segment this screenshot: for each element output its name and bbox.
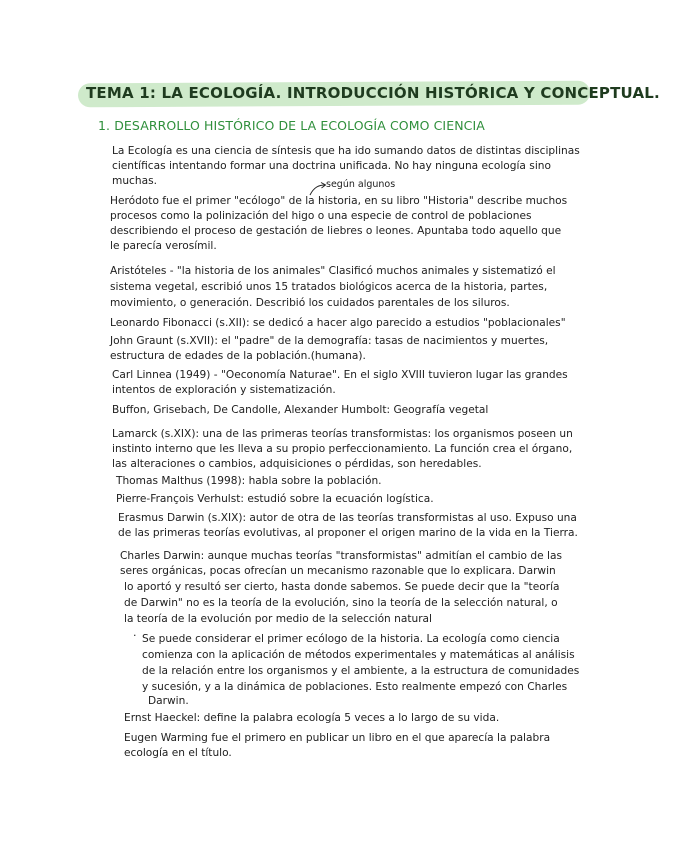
text-line: Buffon, Grisebach, De Candolle, Alexander Humbolt: Geografía vegetal xyxy=(112,404,489,416)
text-line: seres orgánicas, pocas ofrecían un mecanismo razonable que lo explicara. Darwin xyxy=(120,565,556,577)
text-line: Heródoto fue el primer "ecólogo" de la historia, en su libro "Historia" describe muchos xyxy=(110,195,568,207)
text-line: Pierre-François Verhulst: estudió sobre la ecuación logística. xyxy=(116,493,434,505)
bullet-dot-icon: · xyxy=(133,629,137,642)
text-line: estructura de edades de la población.(humana). xyxy=(110,350,366,362)
text-line: La Ecología es una ciencia de síntesis que ha ido sumando datos de distintas disciplinas xyxy=(112,145,580,157)
text-line: instinto interno que les lleva a su propio perfeccionamiento. La función crea el órgano, xyxy=(112,443,573,455)
text-line: Eugen Warming fue el primero en publicar un libro en el que aparecía la palabra xyxy=(124,732,551,744)
text-line: Leonardo Fibonacci (s.XII): se dedicó a hacer algo parecido a estudios "poblacionales" xyxy=(110,317,566,329)
text-line: Lamarck (s.XIX): una de las primeras teorías transformistas: los organismos poseen un xyxy=(112,428,573,440)
text-line: describiendo el proceso de gestación de liebres o leones. Apuntaba todo aquello que xyxy=(110,225,562,237)
text-line: científicas intentando formar una doctrina unificada. No hay ninguna ecología sino xyxy=(112,160,551,172)
text-line: muchas. xyxy=(112,175,157,187)
page-title: TEMA 1: LA ECOLOGÍA. INTRODUCCIÓN HISTÓRICA Y CONCEPTUAL. xyxy=(86,84,660,102)
text-line: intentos de exploración y sistematización. xyxy=(112,384,336,396)
margin-annotation: según algunos xyxy=(326,179,396,190)
text-line: Aristóteles - "la historia de los animales" Clasificó muchos animales y sistematizó el xyxy=(110,265,556,277)
text-line: Se puede considerar el primer ecólogo de la historia. La ecología como ciencia xyxy=(142,633,560,645)
text-line: le parecía verosímil. xyxy=(110,240,217,252)
text-line: comienza con la aplicación de métodos experimentales y matemáticas al análisis xyxy=(142,649,575,661)
text-line: Darwin. xyxy=(148,695,189,707)
text-line: de la relación entre los organismos y el ambiente, a la estructura de comunidades xyxy=(142,665,580,677)
text-line: y sucesión, y a la dinámica de poblaciones. Esto realmente empezó con Charles xyxy=(142,681,568,693)
text-line: de las primeras teorías evolutivas, al proponer el origen marino de la vida en la Tierra. xyxy=(118,527,578,539)
text-line: ecología en el título. xyxy=(124,747,232,759)
text-line: la teoría de la evolución por medio de la selección natural xyxy=(124,613,432,625)
text-line: las alteraciones o cambios, adquisiciones o pérdidas, son heredables. xyxy=(112,458,482,470)
text-line: movimiento, o generación. Describió los cuidados parentales de los siluros. xyxy=(110,297,510,309)
text-line: Charles Darwin: aunque muchas teorías "transformistas" admitían el cambio de las xyxy=(120,550,562,562)
text-line: John Graunt (s.XVII): el "padre" de la demografía: tasas de nacimientos y muertes, xyxy=(110,335,549,347)
text-line: lo aportó y resultó ser cierto, hasta donde sabemos. Se puede decir que la "teoría xyxy=(124,581,560,593)
text-line: Carl Linnea (1949) - "Oeconomía Naturae". En el siglo XVIII tuvieron lugar las grandes xyxy=(112,369,568,381)
section-heading: 1. DESARROLLO HISTÓRICO DE LA ECOLOGÍA COMO CIENCIA xyxy=(98,118,485,133)
text-line: procesos como la polinización del higo o una especie de control de poblaciones xyxy=(110,210,532,222)
text-line: Erasmus Darwin (s.XIX): autor de otra de las teorías transformistas al uso. Expuso una xyxy=(118,512,577,524)
text-line: Ernst Haeckel: define la palabra ecología 5 veces a lo largo de su vida. xyxy=(124,712,500,724)
text-line: de Darwin" no es la teoría de la evolución, sino la teoría de la selección natural, o xyxy=(124,597,558,609)
text-line: Thomas Malthus (1998): habla sobre la población. xyxy=(116,475,382,487)
text-line: sistema vegetal, escribió unos 15 tratados biológicos acerca de la historia, partes, xyxy=(110,281,548,293)
